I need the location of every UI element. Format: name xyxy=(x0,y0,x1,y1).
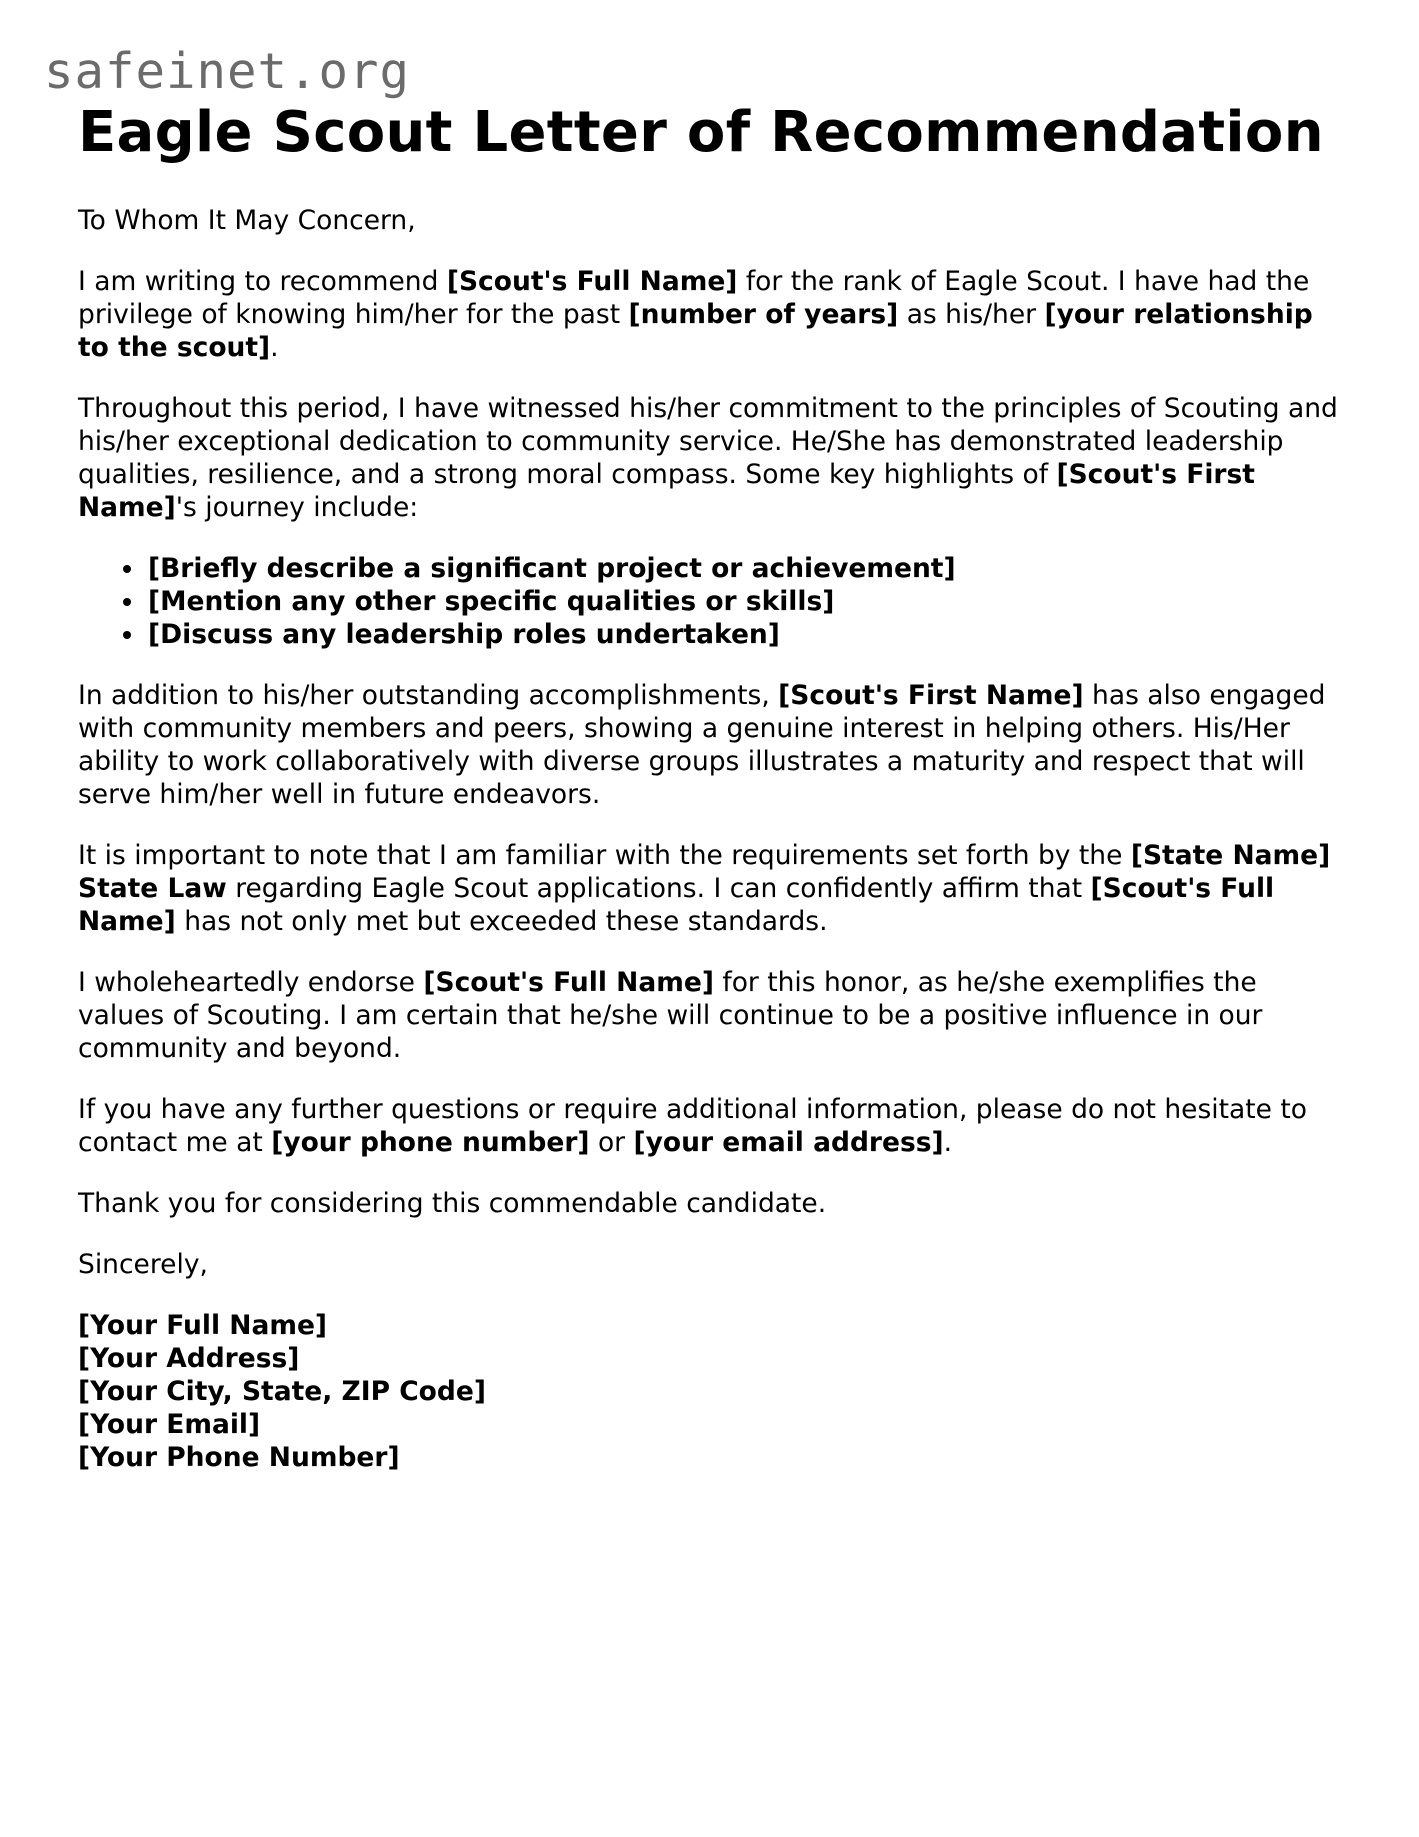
placeholder-number-of-years: [number of years] xyxy=(628,299,899,330)
placeholder-scout-first-name: [Scout's First Name] xyxy=(778,680,1084,711)
placeholder-scout-full-name: [Scout's Full Name] xyxy=(78,873,1275,937)
highlights-list xyxy=(78,552,1348,651)
signature-block xyxy=(78,1309,1348,1474)
list-item: • [Briefly describe a significant project or achievement] xyxy=(146,552,1348,585)
list-item: • [Discuss any leadership roles undertaken] xyxy=(146,618,1348,651)
signature-name: [Your Full Name] xyxy=(78,1310,328,1341)
closing: Sincerely, xyxy=(78,1249,208,1280)
placeholder-scout-full-name: [Scout's Full Name] xyxy=(446,266,738,297)
placeholder-phone-number: [your phone number] xyxy=(271,1127,590,1158)
placeholder-email-address: [your email address] xyxy=(633,1127,944,1158)
paragraph-contact: If you have any further questions or require additional information, please do not hesitate to contact me at [your phone number] or [your email address]. xyxy=(78,1094,1307,1158)
signature-phone: [Your Phone Number] xyxy=(78,1442,400,1473)
list-item: • [Mention any other specific qualities or skills] xyxy=(146,585,1348,618)
letter-body xyxy=(78,204,1348,1474)
paragraph-endorsement: I wholeheartedly endorse [Scout's Full Name] for this honor, as he/she exemplifies the values of Scouting. I am certain that he/she will continue to be a positive influence in our community and beyond. xyxy=(78,967,1263,1064)
placeholder-state-law: [State Name] State Law xyxy=(78,840,1331,904)
placeholder-scout-full-name: [Scout's Full Name] xyxy=(423,967,714,998)
paragraph-intro: I am writing to recommend [Scout's Full Name] for the rank of Eagle Scout. I have had the privilege of knowing him/her for the past [number of years] as his/her [your relationship to the scout]. xyxy=(78,266,1313,363)
placeholder-relationship: [your relationship to the scout] xyxy=(78,299,1313,363)
placeholder-scout-first-name: [Scout's First Name] xyxy=(78,459,1255,523)
signature-city-state-zip: [Your City, State, ZIP Code] xyxy=(78,1376,486,1407)
paragraph-community: In addition to his/her outstanding accomplishments, [Scout's First Name] has also engaged with community members and peers, showing a genuine interest in helping others. His/Her ability to work collaboratively with diverse groups illustrates a maturity and respect that will serve him/her well in future endeavors. xyxy=(78,680,1326,810)
salutation: To Whom It May Concern, xyxy=(78,205,416,236)
letter-page xyxy=(78,96,1348,1474)
signature-address: [Your Address] xyxy=(78,1343,300,1374)
signature-email: [Your Email] xyxy=(78,1409,261,1440)
paragraph-requirements: It is important to note that I am familiar with the requirements set forth by the [State Name] State Law regarding Eagle Scout applications. I can confidently affirm that [Scout's Full Name] has not only met but exceeded these standards. xyxy=(78,840,1331,937)
watermark-text: safeinet.org xyxy=(44,43,411,100)
page-title: Eagle Scout Letter of Recommendation xyxy=(78,100,1324,165)
paragraph-thanks: Thank you for considering this commendable candidate. xyxy=(78,1188,827,1219)
paragraph-commitment: Throughout this period, I have witnessed his/her commitment to the principles of Scouting and his/her exceptional dedication to community service. He/She has demonstrated leadership qualities, resilience, and a strong moral compass. Some key highlights of [Scout's First Name]'s journey include: xyxy=(78,393,1338,523)
